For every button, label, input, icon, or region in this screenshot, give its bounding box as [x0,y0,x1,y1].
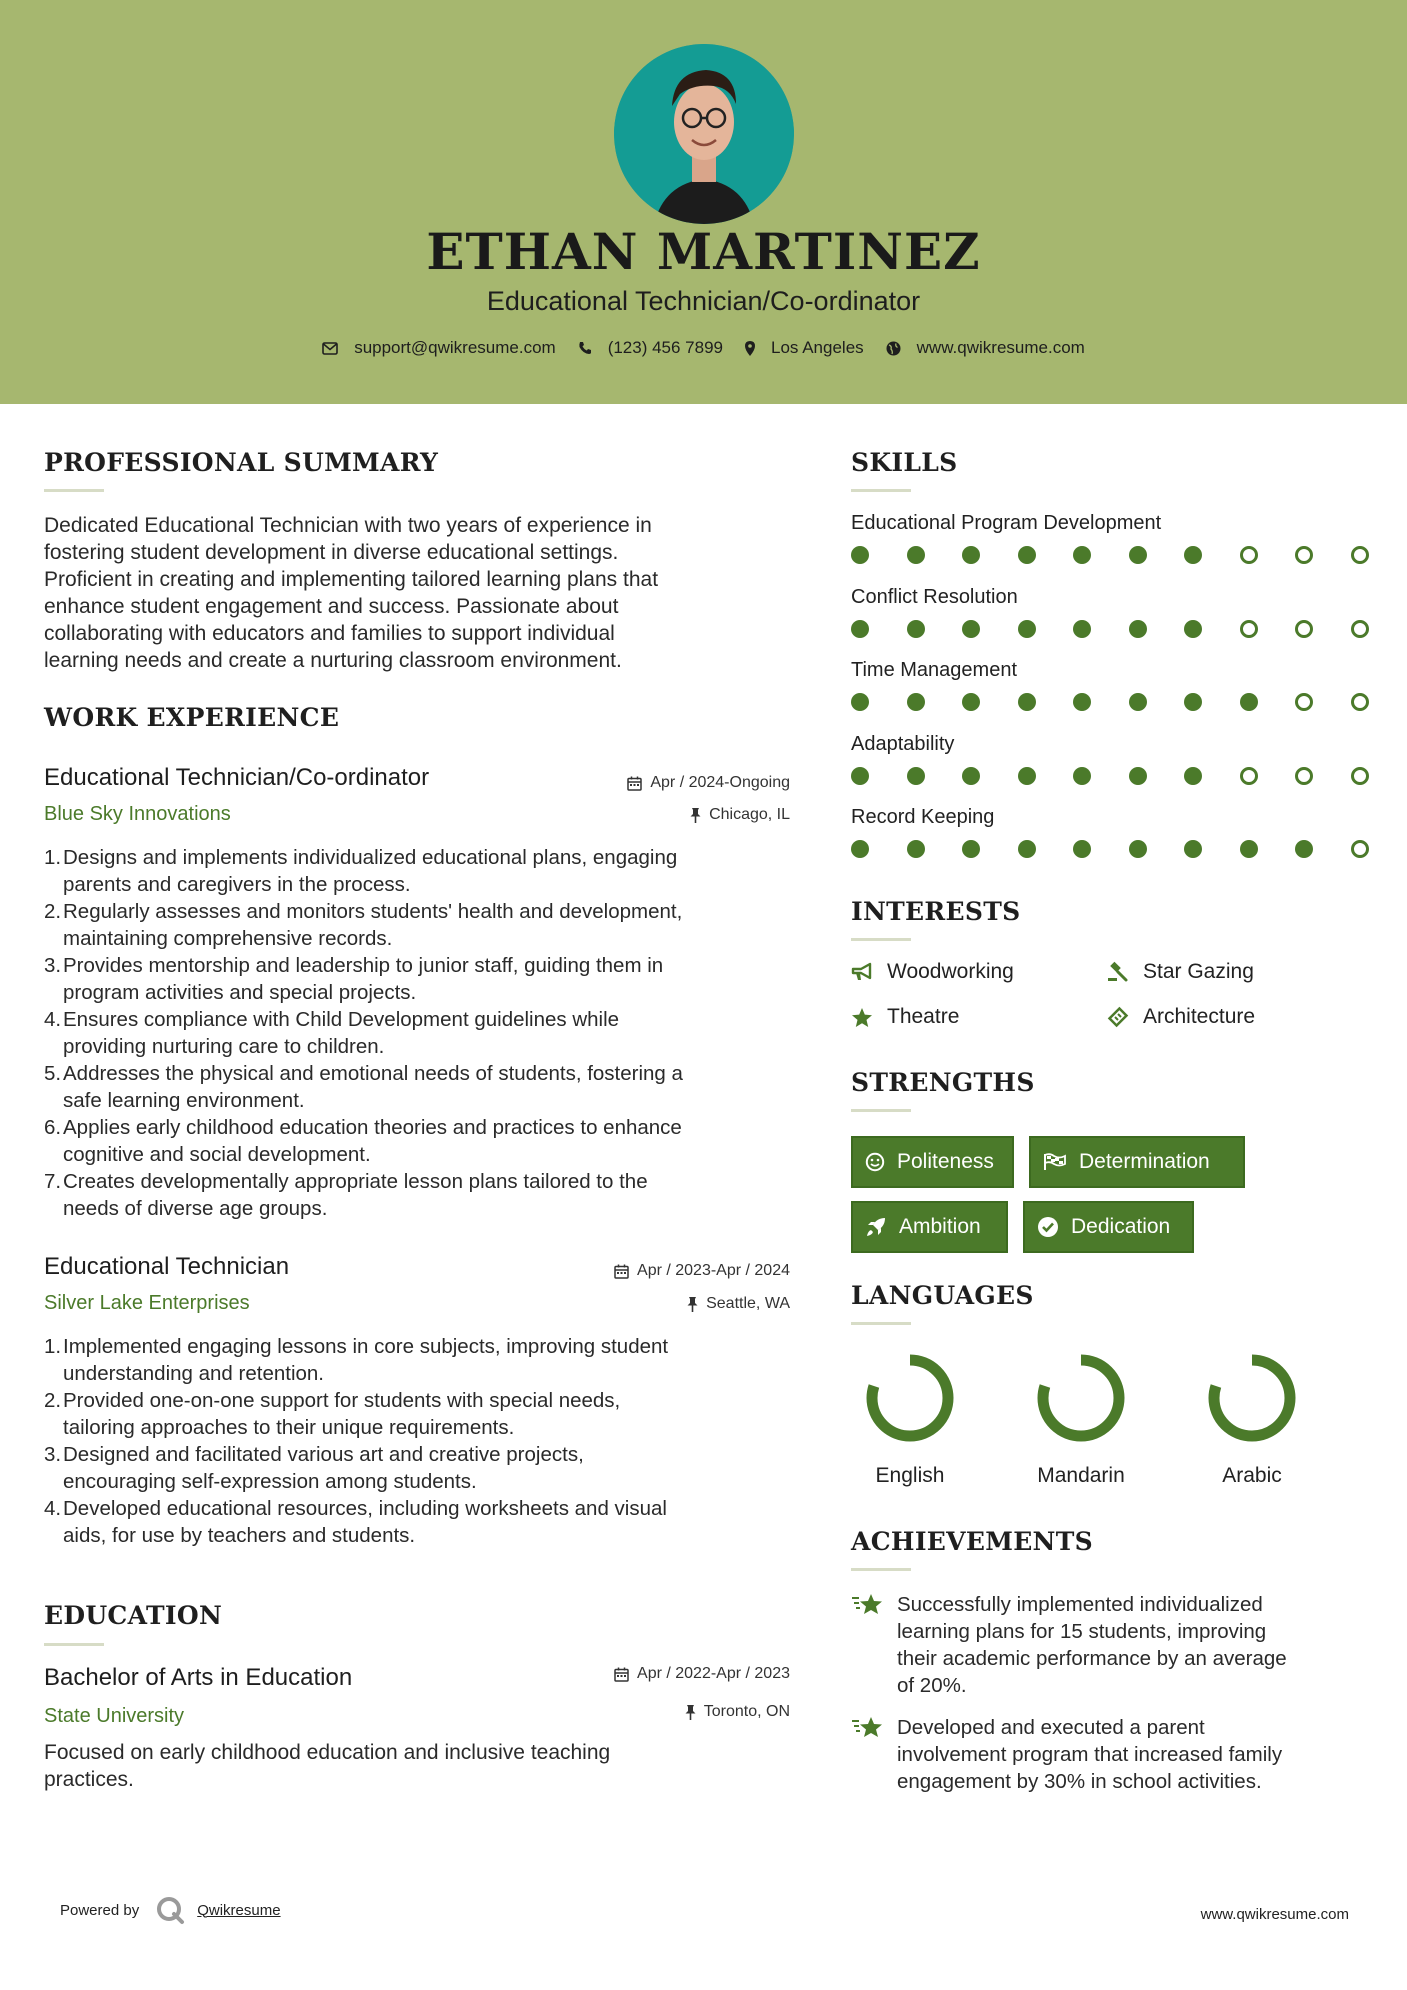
list-item: 1. Designs and implements individualized educational plans, engaging parents and caregivers in the process. [44,844,794,898]
list-line: maintaining comprehensive records. [63,927,393,950]
list-line: Developed educational resources, including worksheets and visual [63,1497,667,1520]
rating-dot-filled [1129,767,1147,785]
strength-label: Ambition [899,1215,981,1238]
candidate-name: ETHAN MARTINEZ [426,222,981,281]
rating-dot-filled [1184,620,1202,638]
gavel-icon [1107,961,1129,983]
rating-dot-filled [851,767,869,785]
job-title: Educational Technician/Co-ordinator [44,764,430,791]
rating-dot-empty [1295,546,1313,564]
list-item: 4. Ensures compliance with Child Development guidelines while providing nurturing care to children. [44,1006,794,1060]
profile-photo [614,44,794,224]
achievement-text [897,1591,1287,1699]
achievements-heading: ACHIEVEMENTS [851,1527,1093,1556]
rating-dot-filled [962,767,980,785]
interest-label: Star Gazing [1143,960,1254,983]
email-text: support@qwikresume.com [354,338,556,357]
language-ring-arc [1214,1360,1290,1436]
summary-line: Proficient in creating and implementing tailored learning plans that [44,568,659,591]
qwikresume-logo-icon [155,1895,185,1925]
skill-name: Educational Program Development [851,512,1162,534]
interests-heading: INTERESTS [851,897,1021,926]
job-dates [627,774,790,792]
interest-label: Theatre [887,1005,960,1028]
header-banner [0,0,1407,404]
rating-dot-filled [907,693,925,711]
language-ring [862,1350,958,1446]
skill-name: Record Keeping [851,806,995,828]
summary-line: enhance student engagement and success. Passionate about [44,595,619,618]
pushpin-icon [690,808,701,823]
rating-dot-filled [1240,693,1258,711]
skill-name: Time Management [851,659,1017,681]
education-dates [614,1665,790,1683]
list-line: Ensures compliance with Child Development guidelines while [63,1008,620,1031]
skill-rating [851,546,1406,564]
list-line: Regularly assesses and monitors students' health and development, [63,900,683,923]
ticket-icon [1107,1006,1129,1028]
rating-dot-filled [1018,620,1036,638]
list-line: Provides mentorship and leadership to junior staff, guiding them in [63,954,664,977]
phone-text: (123) 456 7899 [607,338,724,357]
language-ring-arc [872,1360,948,1436]
list-item: 5. Addresses the physical and emotional needs of students, fostering a safe learning environment. [44,1060,794,1114]
contact-phone[interactable] [578,338,723,358]
education-description [44,1739,804,1793]
list-line: Provided one-on-one support for students with special needs, [63,1389,621,1412]
check-circle-icon [1037,1216,1059,1238]
flag-icon [1043,1153,1067,1171]
language-item [1192,1350,1312,1488]
rating-dot-empty [1295,767,1313,785]
rating-dot-filled [1129,546,1147,564]
summary-heading: PROFESSIONAL SUMMARY [44,448,439,477]
summary-line: learning needs and create a nurturing classroom environment. [44,649,622,672]
globe-icon [886,341,901,356]
list-item: 6. Applies early childhood education theories and practices to enhance cognitive and social development. [44,1114,794,1168]
education-location [685,1703,790,1721]
education-line: practices. [44,1768,134,1791]
strength-label: Determination [1079,1150,1210,1173]
rating-dot-filled [1129,620,1147,638]
rating-dot-empty [1351,840,1369,858]
bullhorn-icon [851,962,873,982]
rating-dot-empty [1351,693,1369,711]
powered-by-text: Powered by [60,1901,140,1919]
list-line: understanding and retention. [63,1362,325,1385]
strength-dedication [1023,1201,1194,1253]
job-dates-text: Apr / 2023-Apr / 2024 [637,1262,790,1279]
rating-dot-filled [1018,767,1036,785]
list-item: 2. Regularly assesses and monitors students' health and development, maintaining comprehensive records. [44,898,794,952]
rating-dot-filled [1018,840,1036,858]
achievement-text [897,1714,1282,1795]
rating-dot-filled [1129,840,1147,858]
achievement-line: Developed and executed a parent [897,1716,1205,1739]
job-dates [614,1262,790,1280]
strengths-heading: STRENGTHS [851,1068,1035,1097]
education-line: Focused on early childhood education and inclusive teaching [44,1741,611,1764]
pushpin-icon [685,1705,696,1720]
summary-text [44,512,804,674]
interest-theatre [851,1005,959,1029]
job-company: Silver Lake Enterprises [44,1292,250,1314]
achievement-line: engagement by 30% in school activities. [897,1770,1262,1793]
interest-star-gazing [1107,960,1254,984]
trophy-star-icon [851,1714,885,1742]
language-ring [1033,1350,1129,1446]
achievement-item [851,1591,1371,1699]
rating-dot-filled [1295,840,1313,858]
language-label: Mandarin [1037,1464,1125,1487]
skill-name: Conflict Resolution [851,585,1018,608]
interest-label: Woodworking [887,960,1014,983]
list-line: Designs and implements individualized educational plans, engaging [63,846,678,869]
list-line: parents and caregivers in the process. [63,873,411,896]
achievement-line: involvement program that increased family [897,1743,1283,1766]
job-title: Educational Technician [44,1253,290,1280]
rating-dot-filled [1240,840,1258,858]
interest-woodworking [851,960,1014,984]
rating-dot-filled [1184,840,1202,858]
location-text: Los Angeles [771,338,864,357]
language-item [850,1350,970,1488]
achievements-rule [851,1568,911,1571]
rating-dot-filled [962,546,980,564]
rating-dot-filled [1184,767,1202,785]
summary-line: fostering student development in diverse educational settings. [44,541,619,564]
job-location [687,1295,790,1313]
rating-dot-filled [851,693,869,711]
rating-dot-filled [962,620,980,638]
list-line: cognitive and social development. [63,1143,371,1166]
skills-heading: SKILLS [851,448,958,477]
pushpin-icon [687,1297,698,1312]
experience-heading: WORK EXPERIENCE [44,703,340,732]
achievement-line: Successfully implemented individualized [897,1593,1263,1616]
star-icon [851,1007,873,1028]
list-line: needs of diverse age groups. [63,1197,328,1220]
phone-icon [578,341,592,355]
education-rule [44,1643,104,1646]
smile-icon [865,1152,885,1172]
calendar-icon [614,1264,629,1279]
education-dates-text: Apr / 2022-Apr / 2023 [637,1665,790,1682]
language-label: Arabic [1222,1464,1282,1487]
list-item: 1. Implemented engaging lessons in core subjects, improving student understanding and retention. [44,1333,794,1387]
list-line: program activities and special projects. [63,981,417,1004]
rating-dot-filled [1184,546,1202,564]
rating-dot-filled [962,840,980,858]
envelope-icon [322,342,338,355]
skill-rating [851,620,1406,638]
rating-dot-filled [851,620,869,638]
contact-email[interactable] [322,338,556,358]
footer-powered-by [60,1895,281,1925]
education-heading: EDUCATION [44,1601,223,1630]
list-item: 2. Provided one-on-one support for students with special needs, tailoring approaches to their unique requirements. [44,1387,794,1441]
footer-website-link[interactable]: www.qwikresume.com [1200,1906,1349,1923]
rating-dot-filled [1184,693,1202,711]
language-ring-arc [1043,1360,1119,1436]
job-location-text: Chicago, IL [709,806,790,823]
rating-dot-empty [1351,620,1369,638]
rating-dot-filled [1073,620,1091,638]
achievement-item [851,1714,1371,1795]
list-item: 3. Designed and facilitated various art and creative projects, encouraging self-expression among students. [44,1441,794,1495]
rating-dot-filled [1073,767,1091,785]
skills-rule [851,489,911,492]
list-line: providing nurturing care to children. [63,1035,385,1058]
list-line: Designed and facilitated various art and creative projects, [63,1443,584,1466]
rating-dot-filled [1018,546,1036,564]
rating-dot-empty [1240,620,1258,638]
education-location-text: Toronto, ON [703,1703,790,1720]
list-item: 4. Developed educational resources, including worksheets and visual aids, for use by teachers and students. [44,1495,794,1549]
strength-determination [1029,1136,1245,1188]
languages-rule [851,1322,911,1325]
rating-dot-filled [962,693,980,711]
strengths-rule [851,1109,911,1112]
rating-dot-empty [1240,546,1258,564]
job-location-text: Seattle, WA [706,1295,790,1312]
rating-dot-filled [1129,693,1147,711]
rating-dot-filled [1073,840,1091,858]
rating-dot-filled [907,620,925,638]
list-line: Applies early childhood education theories and practices to enhance [63,1116,682,1139]
rating-dot-filled [907,840,925,858]
skill-name: Adaptability [851,732,955,755]
calendar-icon [627,776,642,791]
skill-rating [851,767,1406,785]
skill-rating [851,840,1406,858]
rating-dot-empty [1295,693,1313,711]
contact-bar [0,338,1407,358]
skill-rating [851,693,1406,711]
summary-line: Dedicated Educational Technician with two years of experience in [44,514,652,537]
list-line: Implemented engaging lessons in core subjects, improving student [63,1335,669,1358]
rating-dot-filled [851,840,869,858]
contact-location [745,338,864,358]
list-line: encouraging self-expression among students. [63,1470,477,1493]
list-item: 7. Creates developmentally appropriate lesson plans tailored to the needs of diverse age groups. [44,1168,794,1222]
rating-dot-empty [1351,767,1369,785]
languages-heading: LANGUAGES [851,1281,1034,1310]
job-company: Blue Sky Innovations [44,803,231,825]
job-duties-list [44,1333,794,1549]
rating-dot-filled [1073,546,1091,564]
rating-dot-empty [1351,546,1369,564]
rating-dot-empty [1240,767,1258,785]
list-line: aids, for use by teachers and students. [63,1524,416,1547]
interest-architecture [1107,1005,1255,1029]
contact-website[interactable] [886,338,1085,358]
strength-label: Dedication [1071,1215,1171,1238]
interests-rule [851,938,911,941]
calendar-icon [614,1667,629,1682]
job-location [690,806,790,824]
list-line: tailoring approaches to their unique requirements. [63,1416,515,1439]
candidate-title: Educational Technician/Co-ordinator [486,286,921,316]
achievement-line: their academic performance by an average [897,1647,1287,1670]
person-photo-icon [614,44,794,224]
list-line: Creates developmentally appropriate lesson plans tailored to the [63,1170,648,1193]
rating-dot-filled [1018,693,1036,711]
rating-dot-filled [851,546,869,564]
rating-dot-filled [907,546,925,564]
trophy-star-icon [851,1591,885,1619]
interest-label: Architecture [1143,1005,1256,1028]
job-duties-list [44,844,794,1222]
map-pin-icon [745,341,755,356]
achievement-line: of 20%. [897,1674,967,1697]
degree-title: Bachelor of Arts in Education [44,1664,353,1691]
language-label: English [875,1464,945,1487]
website-text: www.qwikresume.com [916,338,1085,357]
rocket-icon [865,1216,887,1238]
achievement-line: learning plans for 15 students, improving [897,1620,1267,1643]
list-line: safe learning environment. [63,1089,305,1112]
rating-dot-filled [1073,693,1091,711]
summary-line: collaborating with educators and families to support individual [44,622,615,645]
strength-ambition [851,1201,1008,1253]
list-line: Addresses the physical and emotional needs of students, fostering a [63,1062,683,1085]
job-dates-text: Apr / 2024-Ongoing [650,774,790,791]
rating-dot-filled [907,767,925,785]
language-ring [1204,1350,1300,1446]
list-item: 3. Provides mentorship and leadership to junior staff, guiding them in program activities and special projects. [44,952,794,1006]
footer-brand-link[interactable]: Qwikresume [197,1901,281,1919]
strength-politeness [851,1136,1014,1188]
language-item [1021,1350,1141,1488]
school-name: State University [44,1705,185,1727]
strength-label: Politeness [897,1150,994,1173]
summary-rule [44,489,104,492]
rating-dot-empty [1295,620,1313,638]
